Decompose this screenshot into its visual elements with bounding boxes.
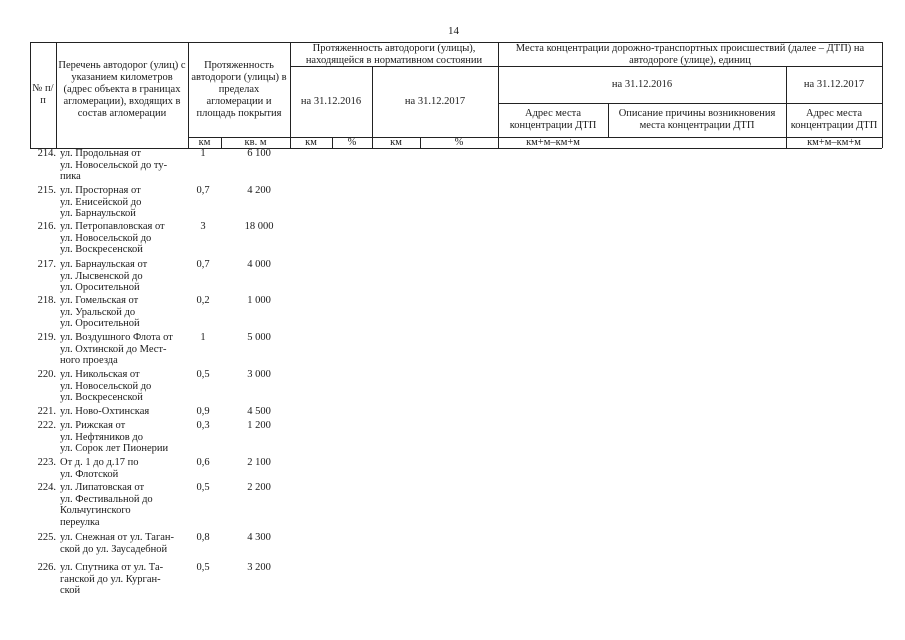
- unit-km: км: [198, 136, 211, 148]
- row-road-name: [60, 148, 186, 183]
- row-road-name-line: ул. Липатовская от: [60, 482, 145, 493]
- row-road-name-line: ул. Оросительной: [60, 282, 140, 293]
- unit-kmm-2016: км+м–км+м: [526, 136, 580, 148]
- row-road-name-line: переулка: [60, 516, 100, 528]
- row-number: 222.: [37, 420, 56, 431]
- row-area-sqm: 3 200: [247, 562, 271, 573]
- row-road-name-line: ул. Продольная от: [60, 148, 141, 159]
- row-area-sqm: 2 100: [247, 457, 271, 468]
- row-number: 216.: [37, 221, 56, 232]
- row-road-name: [60, 221, 186, 256]
- row-road-name-line: ул. Рижская от: [60, 420, 126, 431]
- row-length-km: 0,5: [196, 482, 210, 493]
- row-road-name: [60, 457, 186, 480]
- row-number: 225.: [37, 532, 56, 543]
- row-area-sqm: 6 100: [247, 148, 271, 159]
- header-date-2016: на 31.12.2016: [300, 95, 362, 107]
- row-road-name-line: ул. Снежная от ул. Таган-: [60, 532, 175, 543]
- row-road-name-line: ул. Барнаульская от: [60, 259, 148, 270]
- row-number: 224.: [37, 482, 56, 493]
- row-road-name-line: ул. Флотской: [60, 468, 119, 480]
- row-length-km: 0,2: [196, 295, 210, 306]
- row-road-name-line: ул. Воскресенской: [60, 244, 143, 255]
- row-road-name: [60, 562, 186, 597]
- row-road-name-line: ул. Фестивальной до: [60, 493, 153, 505]
- row-road-name: [60, 369, 186, 404]
- row-length-km: 0,5: [196, 369, 210, 380]
- row-road-name-line: ул. Новосельской до ту-: [60, 159, 168, 171]
- row-area-sqm: 5 000: [247, 332, 271, 343]
- row-area-sqm: 3 000: [247, 369, 271, 380]
- row-road-name-line: ул. Гомельская от: [60, 295, 139, 306]
- row-road-name-line: ул. Охтинской до Мест-: [60, 343, 167, 355]
- row-area-sqm: 2 200: [247, 482, 271, 493]
- row-road-name-line: ул. Енисейской до: [60, 196, 142, 208]
- row-road-name-line: ул. Петропавловская от: [60, 221, 165, 232]
- row-road-name-line: Кольчугинского: [60, 505, 131, 516]
- row-road-name: [60, 185, 186, 220]
- row-length-km: 0,7: [196, 185, 210, 196]
- row-road-name: [60, 420, 186, 455]
- row-road-name-line: ул. Просторная от: [60, 185, 141, 196]
- row-road-name-line: ул. Нефтяников до: [60, 431, 143, 443]
- row-road-name: [60, 332, 186, 367]
- row-number: 220.: [37, 369, 56, 380]
- row-road-name-line: ул. Барнаульской: [60, 208, 136, 219]
- row-length-km: 0,3: [196, 420, 210, 431]
- row-length-km: 0,9: [196, 406, 210, 417]
- table-header: [0, 0, 905, 150]
- unit-km-2017: км: [390, 136, 402, 148]
- row-road-name-line: ного проезда: [60, 355, 118, 366]
- row-area-sqm: 4 000: [247, 259, 271, 270]
- row-number: 218.: [37, 295, 56, 306]
- unit-pct-2017: %: [454, 136, 464, 148]
- row-number: 214.: [37, 148, 56, 159]
- row-area-sqm: 4 300: [247, 532, 271, 543]
- row-area-sqm: 4 200: [247, 185, 271, 196]
- header-num: № п/п: [32, 83, 54, 106]
- row-number: 223.: [37, 457, 56, 468]
- row-road-name-line: ул. Никольская от: [60, 369, 140, 380]
- row-road-name: [60, 259, 186, 294]
- row-road-name-line: ганской до ул. Курган-: [60, 573, 161, 585]
- row-road-name-line: ул. Спутника от ул. Та-: [60, 562, 164, 573]
- header-road-list: Перечень автодорог (улиц) с указанием километров (адрес объекта в границах агломерации), входящих в состав агломерации: [58, 60, 186, 119]
- row-road-name-line: пика: [60, 171, 81, 182]
- row-road-name-line: ул. Новосельской до: [60, 380, 152, 392]
- row-road-name-line: ской до ул. Заусадебной: [60, 543, 168, 555]
- row-number: 217.: [37, 259, 56, 270]
- row-road-name-line: ул. Воскресенской: [60, 392, 143, 403]
- header-dtp-title: Места концентрации дорожно-транспортных происшествий (далее – ДТП) на автодороге (улице), единиц: [515, 42, 865, 66]
- header-date-2017: на 31.12.2017: [404, 95, 466, 107]
- page-number: 14: [448, 25, 459, 37]
- header-length-area: Протяженность автодороги (улицы) в пределах агломерации и площадь покрытия: [191, 60, 287, 119]
- row-number: 221.: [37, 406, 56, 417]
- row-length-km: 0,8: [196, 532, 210, 543]
- row-road-name-line: ул. Оросительной: [60, 318, 140, 329]
- row-road-name-line: ул. Новосельской до: [60, 232, 152, 244]
- row-road-name: [60, 482, 186, 528]
- row-number: 215.: [37, 185, 56, 196]
- row-length-km: 3: [200, 221, 206, 232]
- row-length-km: 1: [200, 332, 206, 343]
- row-number: 219.: [37, 332, 56, 343]
- row-road-name-line: ул. Воздушного Флота от: [60, 332, 173, 343]
- row-area-sqm: 1 000: [247, 295, 271, 306]
- row-road-name-line: ул. Сорок лет Пионерии: [60, 443, 169, 454]
- header-dtp-date-2016: на 31.12.2016: [611, 78, 673, 90]
- header-normative: Протяженность автодороги (улицы), находящейся в нормативном состоянии: [305, 42, 483, 66]
- unit-sqm: кв. м: [244, 136, 267, 148]
- row-length-km: 1: [200, 148, 206, 159]
- row-road-name-line: От д. 1 до д.17 по: [60, 457, 139, 468]
- row-road-name-line: ул. Лысвенской до: [60, 270, 143, 282]
- header-dtp-address-2017: Адрес места концентрации ДТП: [790, 108, 878, 131]
- row-road-name: [60, 406, 186, 418]
- header-dtp-address: Адрес места концентрации ДТП: [509, 108, 597, 131]
- row-length-km: 0,7: [196, 259, 210, 270]
- header-dtp-date-2017: на 31.12.2017: [803, 78, 865, 90]
- row-area-sqm: 4 500: [247, 406, 271, 417]
- unit-km-2016: км: [305, 136, 317, 148]
- row-area-sqm: 18 000: [244, 221, 274, 232]
- row-length-km: 0,6: [196, 457, 210, 468]
- row-length-km: 0,5: [196, 562, 210, 573]
- row-area-sqm: 1 200: [247, 420, 271, 431]
- row-road-name: [60, 295, 186, 330]
- row-road-name-line: ул. Уральской до: [60, 306, 136, 318]
- row-road-name: [60, 532, 186, 555]
- row-road-name-line: ской: [60, 585, 81, 596]
- row-number: 226.: [37, 562, 56, 573]
- header-dtp-reason: Описание причины возникновения места концентрации ДТП: [618, 108, 776, 131]
- row-road-name-line: ул. Ново-Охтинская: [60, 406, 150, 417]
- unit-pct-2016: %: [347, 136, 357, 148]
- unit-kmm-2017: км+м–км+м: [807, 136, 861, 148]
